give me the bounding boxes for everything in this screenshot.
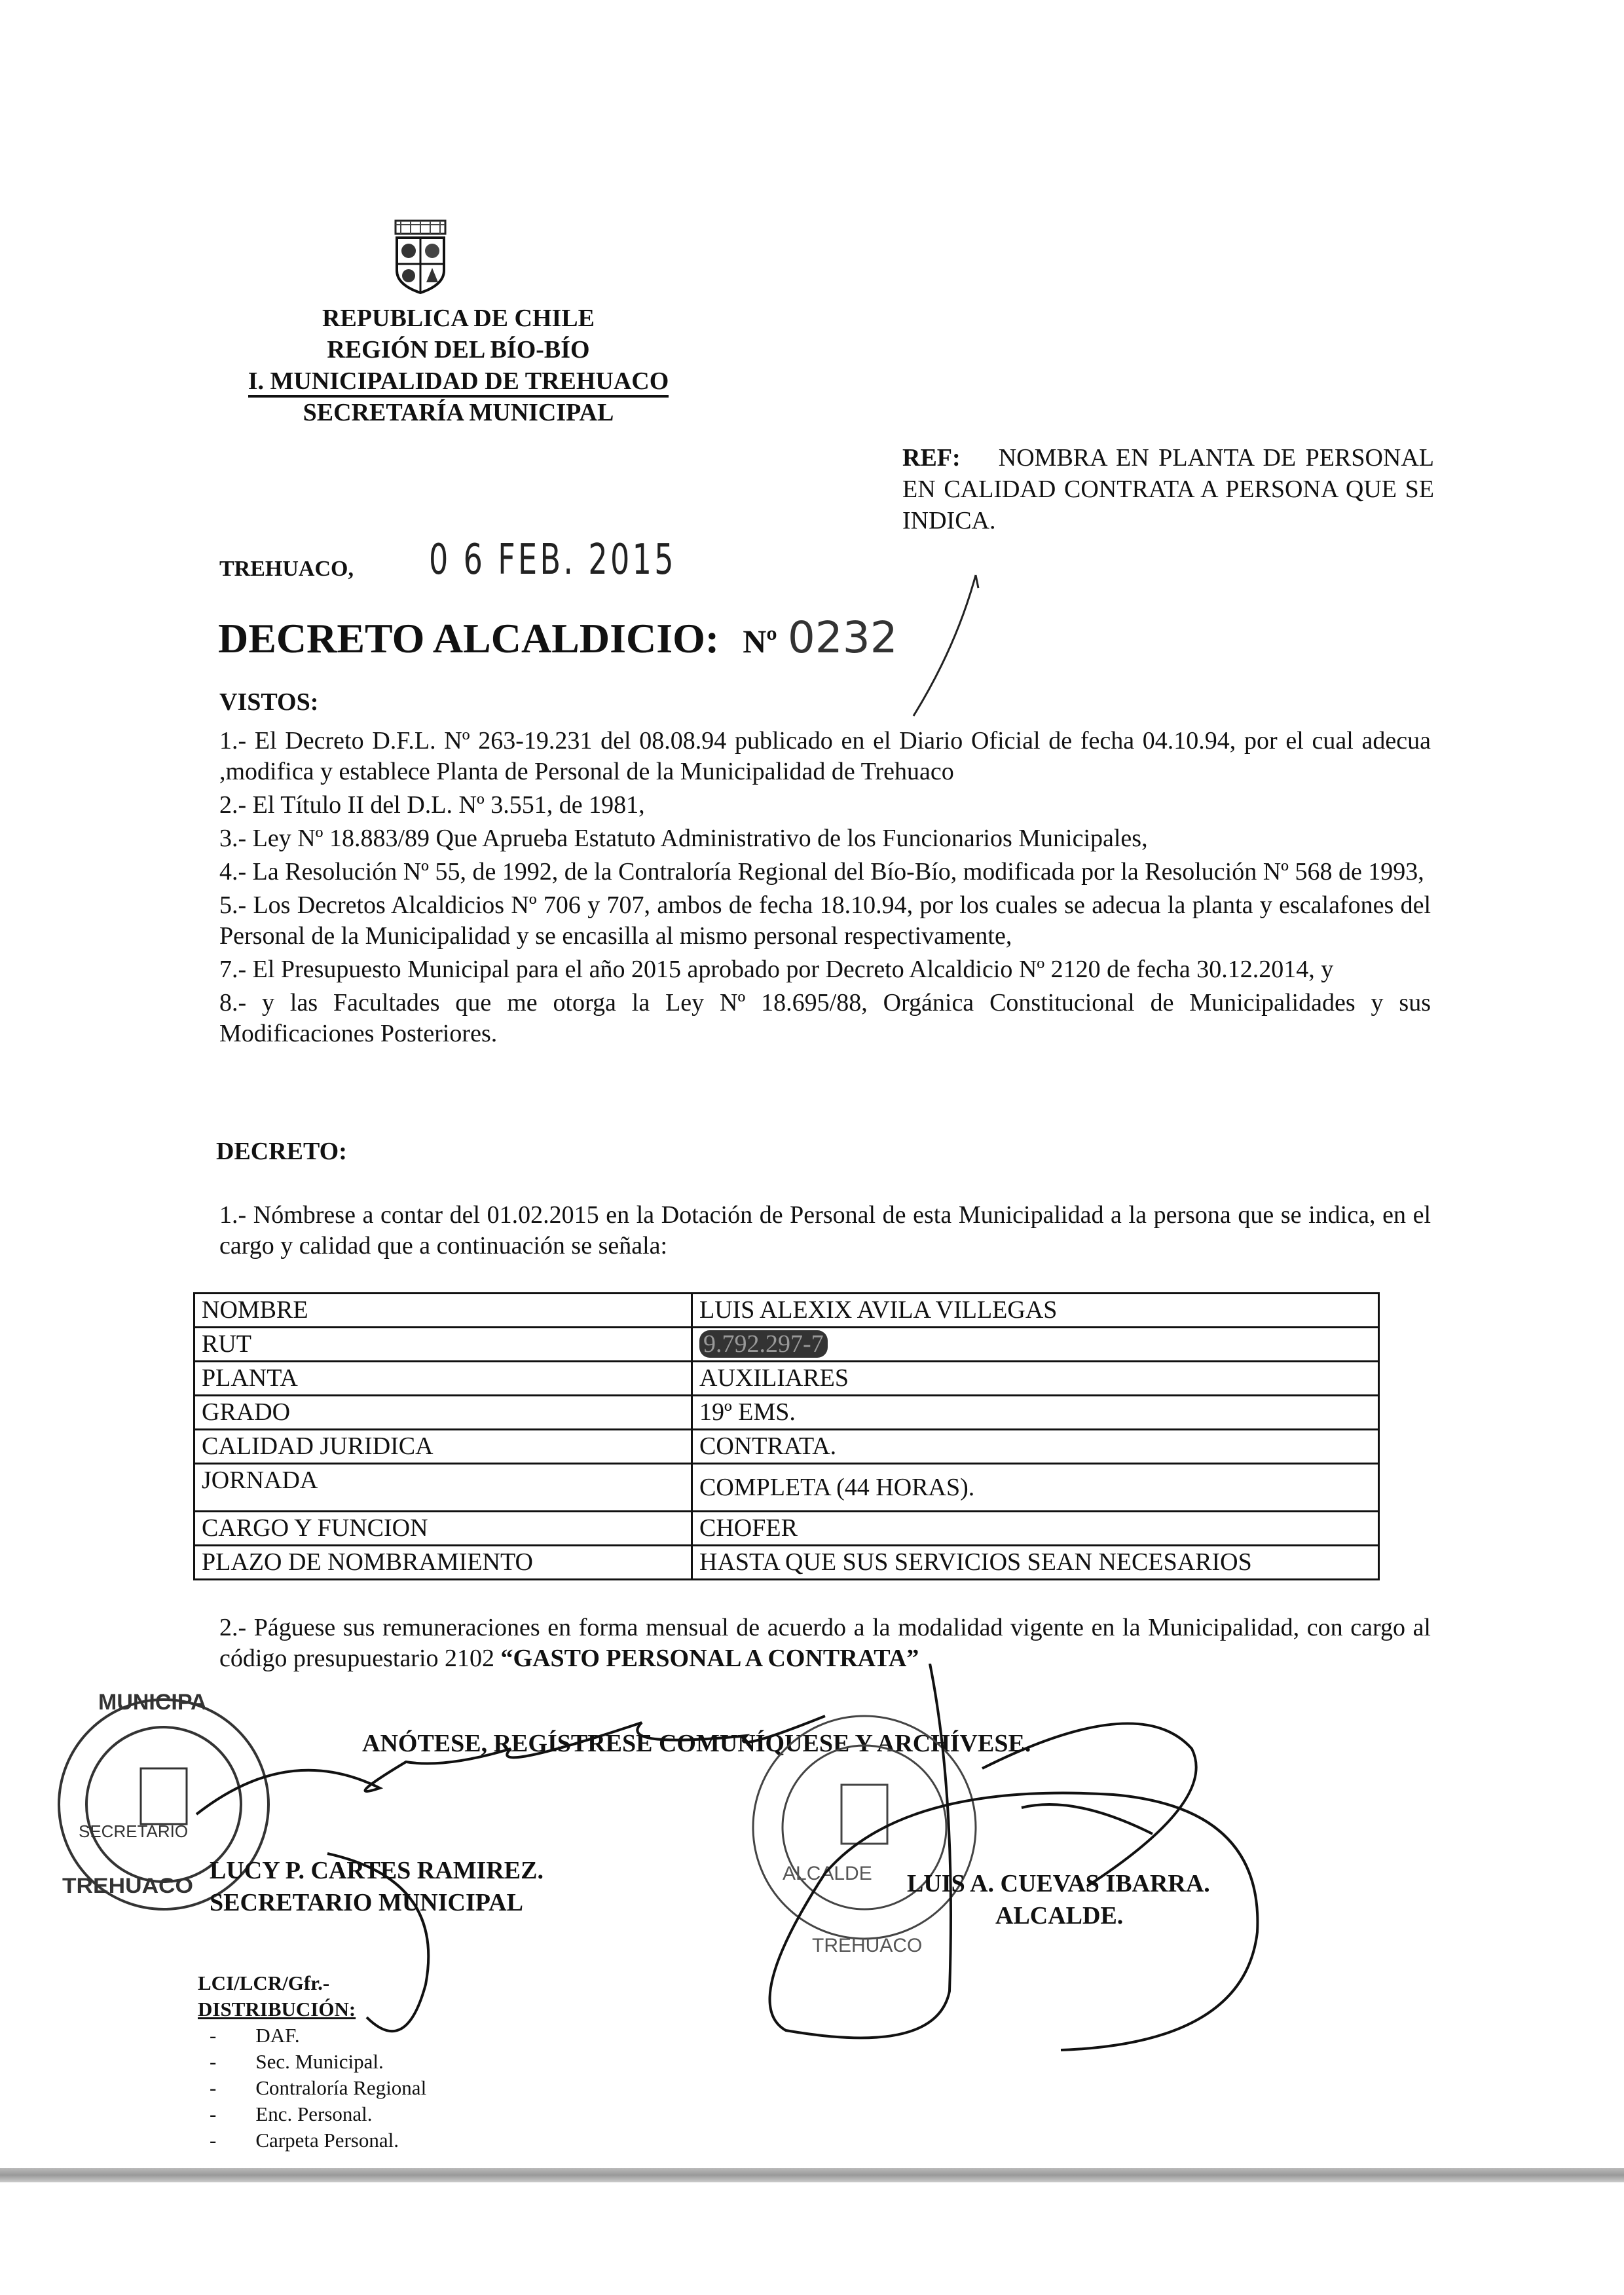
list-item: - Enc. Personal. — [210, 2102, 373, 2125]
stamp-text: SECRETARIO — [79, 1821, 189, 1841]
row-label: PLAZO DE NOMBRAMIENTO — [194, 1546, 692, 1580]
date-stamp: 0 6 FEB. 2015 — [429, 536, 676, 584]
closing-formula: ANÓTESE, REGÍSTRESE COMUNÍQUESE Y ARCHÍVESE. — [362, 1730, 1031, 1757]
row-value: CONTRATA. — [692, 1430, 1379, 1464]
secretary-signature-block — [210, 1855, 544, 1919]
p2-text: 2.- Páguese sus remuneraciones en forma mensual de acuerdo a la modalidad vigente en la Municipalidad, con cargo al código presupuestario 2102 — [219, 1614, 1431, 1672]
reference-block — [902, 442, 1434, 536]
handwritten-slash — [904, 570, 989, 720]
table-row — [194, 1396, 1379, 1430]
stamp-text: MUNICIPA — [98, 1690, 207, 1715]
decree-no-label: Nº — [743, 623, 777, 660]
row-value: AUXILIARES — [692, 1362, 1379, 1396]
stamp-text: TREHUACO — [62, 1874, 193, 1897]
header-region: REGIÓN DEL BÍO-BÍO — [327, 336, 590, 364]
row-value: HASTA QUE SUS SERVICIOS SEAN NECESARIOS — [692, 1546, 1379, 1580]
vistos-item: 3.- Ley Nº 18.883/89 Que Aprueba Estatuto Administrativo de los Funcionarios Municipales, — [219, 825, 1148, 852]
table-row — [194, 1430, 1379, 1464]
vistos-list — [219, 726, 1431, 1052]
decree-title-text: DECRETO ALCALDICIO: — [218, 615, 720, 662]
mayor-title: ALCALDE. — [995, 1902, 1124, 1930]
row-label: CARGO Y FUNCION — [194, 1512, 692, 1546]
row-label: JORNADA — [194, 1464, 692, 1512]
vistos-item: 7.- El Presupuesto Municipal para el año 2015 aprobado por Decreto Alcaldicio Nº 2120 de fecha 30.12.2014, y — [219, 956, 1334, 983]
header-country: REPUBLICA DE CHILE — [322, 305, 595, 332]
rut-value-redacted: 9.792.297-7 — [699, 1330, 828, 1358]
table-row — [194, 1362, 1379, 1396]
distribution-heading: DISTRIBUCIÓN: — [198, 1998, 356, 2021]
mayor-signature-block — [907, 1868, 1210, 1932]
list-item: - Carpeta Personal. — [210, 2129, 399, 2152]
vistos-item: 8.- y las Facultades que me otorga la Ley Nº 18.695/88, Orgánica Constitucional de Municipalidades y sus Modificaciones Posteriores. — [219, 989, 1431, 1047]
decree-number-handwritten: 0232 — [787, 612, 898, 663]
secretary-title: SECRETARIO MUNICIPAL — [210, 1889, 523, 1916]
vistos-item: 2.- El Título II del D.L. Nº 3.551, de 1981, — [219, 791, 645, 819]
list-item: - DAF. — [210, 2024, 300, 2047]
row-label: PLANTA — [194, 1362, 692, 1396]
row-label: RUT — [194, 1328, 692, 1362]
row-label: GRADO — [194, 1396, 692, 1430]
distribution-list — [210, 2023, 426, 2154]
mayor-name: LUIS A. CUEVAS IBARRA. — [907, 1870, 1210, 1897]
p2-budget-item: “GASTO PERSONAL A CONTRATA” — [500, 1645, 919, 1672]
decree-title — [218, 612, 898, 663]
table-row — [194, 1294, 1379, 1328]
vistos-heading: VISTOS: — [219, 688, 319, 716]
list-item: - Sec. Municipal. — [210, 2050, 384, 2073]
mayor-signature — [770, 1664, 1258, 2050]
appointment-table — [193, 1292, 1380, 1580]
ref-text: NOMBRA EN PLANTA DE PERSONAL EN CALIDAD CONTRATA A PERSONA QUE SE INDICA. — [902, 444, 1434, 534]
distribution-block — [198, 1970, 356, 2023]
header-municipality: I. MUNICIPALIDAD DE TREHUACO — [248, 367, 669, 398]
row-label: CALIDAD JURIDICA — [194, 1430, 692, 1464]
row-value: 19º EMS. — [692, 1396, 1379, 1430]
decreto-paragraph-1: 1.- Nómbrese a contar del 01.02.2015 en la Dotación de Personal de esta Municipalidad a la persona que se indica, en el cargo y calidad que a continuación se señala: — [219, 1201, 1431, 1259]
table-row — [194, 1512, 1379, 1546]
header-department: SECRETARÍA MUNICIPAL — [303, 399, 614, 426]
row-label: NOMBRE — [194, 1294, 692, 1328]
vistos-item: 1.- El Decreto D.F.L. Nº 263-19.231 del 08.08.94 publicado en el Diario Oficial de fecha 04.10.94, por el cual adecua ,modifica y establece Planta de Personal de la Municipalidad de Trehuaco — [219, 727, 1431, 785]
decreto-heading: DECRETO: — [216, 1138, 347, 1165]
scan-edge-band — [0, 2168, 1624, 2182]
vistos-item: 4.- La Resolución Nº 55, de 1992, de la Contraloría Regional del Bío-Bío, modificada por la Resolución Nº 568 de 1993, — [219, 858, 1424, 886]
table-row — [194, 1328, 1379, 1362]
list-item: - Contraloría Regional — [210, 2076, 427, 2099]
initials: LCI/LCR/Gfr.- — [198, 1971, 330, 1994]
stamp-text: ALCALDE — [783, 1863, 872, 1884]
row-value: LUIS ALEXIX AVILA VILLEGAS — [692, 1294, 1379, 1328]
table-row — [194, 1546, 1379, 1580]
stamp-text: TREHUACO — [812, 1935, 923, 1956]
secretary-name: LUCY P. CARTES RAMIREZ. — [210, 1857, 544, 1884]
row-value: COMPLETA (44 HORAS). — [692, 1464, 1379, 1512]
row-value: CHOFER — [692, 1512, 1379, 1546]
coat-of-arms-logo — [388, 219, 453, 295]
vistos-item: 5.- Los Decretos Alcaldicios Nº 706 y 707, ambos de fecha 18.10.94, por los cuales se adecua la planta y escalafones del Personal de la Municipalidad y se encasilla al mismo personal respectivamente, — [219, 891, 1431, 950]
ref-label: REF: — [902, 444, 961, 472]
table-row — [194, 1464, 1379, 1512]
place-label: TREHUACO, — [219, 557, 354, 581]
